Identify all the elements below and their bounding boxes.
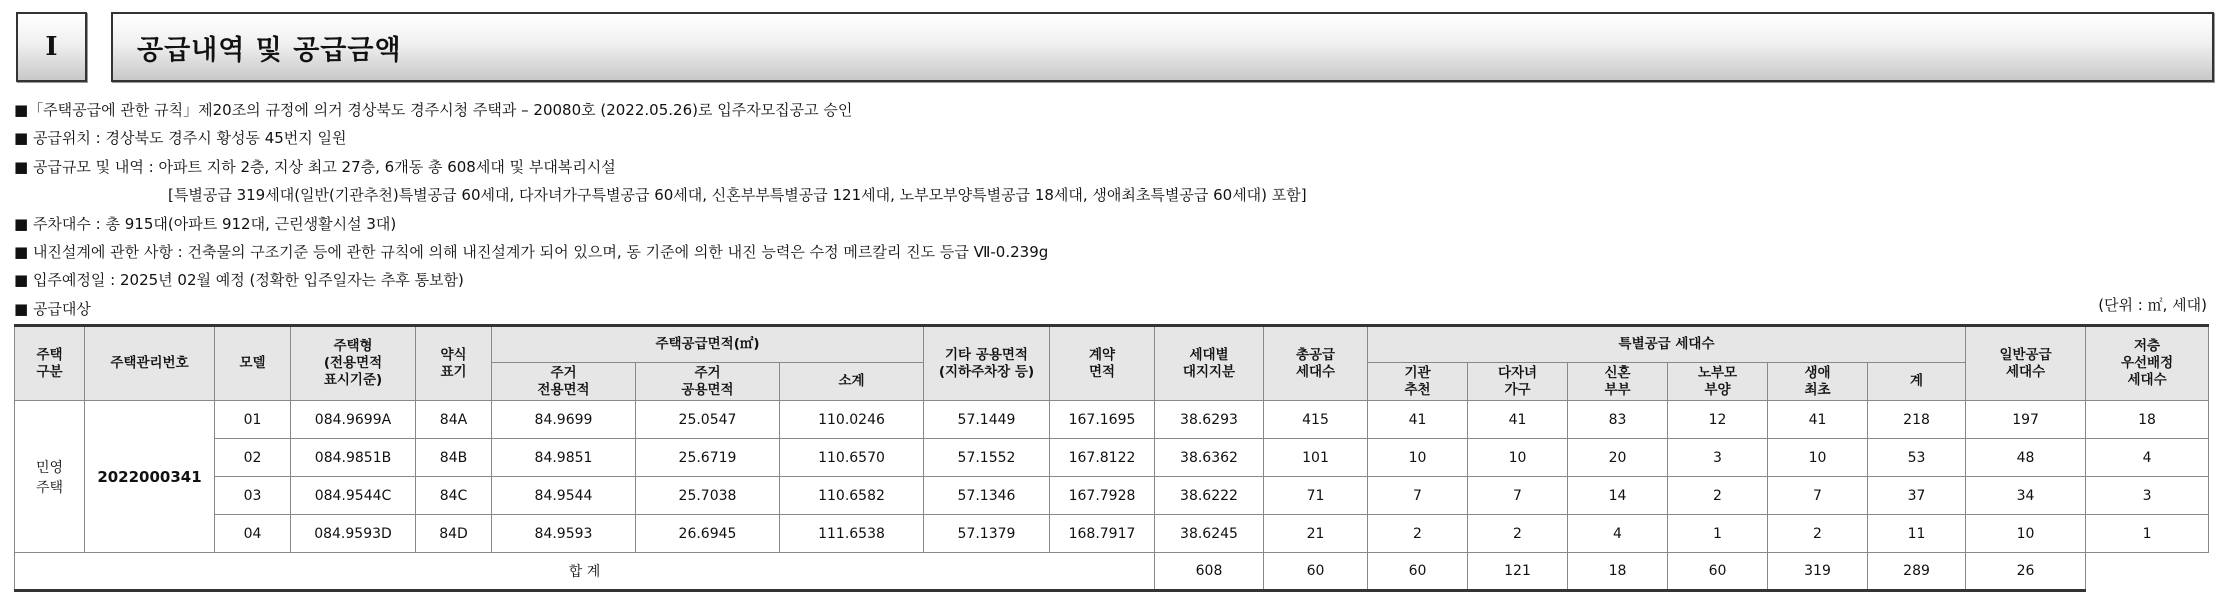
section-number-box [16, 12, 87, 82]
cell-other-common: 57.1449 [924, 401, 1050, 439]
cell-housing-type: 민영 주택 [15, 401, 85, 553]
cell-total-units: 71 [1264, 477, 1368, 515]
cell-land-share: 38.6362 [1155, 439, 1264, 477]
th-subtotal: 소계 [780, 363, 924, 401]
cell-subtotal: 110.6570 [780, 439, 924, 477]
total-label: 합 계 [15, 553, 1155, 591]
cell-elderly-parent: 1 [1668, 515, 1768, 553]
cell-low-floor: 1 [2086, 515, 2209, 553]
th-general-units: 일반공급 세대수 [1966, 326, 2086, 401]
cell-model: 03 [215, 477, 291, 515]
th-common: 주거 공용면적 [636, 363, 780, 401]
cell-low-floor: 3 [2086, 477, 2209, 515]
cell-mgmt-no: 2022000341 [85, 401, 215, 553]
bullet-approval: ■「주택공급에 관한 규칙」제20조의 규정에 의거 경상북도 경주시청 주택과 – 20080호 (2022.05.26)로 입주자모집공고 승인 [14, 101, 853, 119]
cell-institution: 2 [1368, 515, 1468, 553]
th-housing-type: 주택 구분 [15, 326, 85, 401]
table-row [15, 401, 2209, 439]
th-multi-child: 다자녀 가구 [1468, 363, 1568, 401]
th-land-share: 세대별 대지지분 [1155, 326, 1264, 401]
th-contract-area: 계약 면적 [1050, 326, 1155, 401]
cell-special-sum: 53 [1868, 439, 1966, 477]
cell-land-share: 38.6222 [1155, 477, 1264, 515]
cell-short-label: 84C [416, 477, 492, 515]
cell-institution: 41 [1368, 401, 1468, 439]
cell-low-floor: 4 [2086, 439, 2209, 477]
cell-total-units: 101 [1264, 439, 1368, 477]
cell-newlywed: 20 [1568, 439, 1668, 477]
cell-special-sum: 11 [1868, 515, 1966, 553]
cell-general-units: 197 [1966, 401, 2086, 439]
cell-newlywed: 4 [1568, 515, 1668, 553]
th-first-time: 생애 최초 [1768, 363, 1868, 401]
cell-exclusive: 84.9593 [492, 515, 636, 553]
th-elderly-parent: 노부모 부양 [1668, 363, 1768, 401]
bullet-special-supply-detail: [특별공급 319세대(일반(기관추천)특별공급 60세대, 다자녀가구특별공급 60세대, 신혼부부특별공급 121세대, 노부모부양특별공급 18세대, 생애최초특별공급 60세대) 포함] [168, 186, 1307, 205]
cell-institution: 10 [1368, 439, 1468, 477]
cell-common: 25.6719 [636, 439, 780, 477]
th-supply-area: 주택공급면적(㎡) [492, 326, 924, 363]
cell-general-units: 48 [1966, 439, 2086, 477]
cell-exclusive: 84.9851 [492, 439, 636, 477]
cell-short-label: 84D [416, 515, 492, 553]
cell-subtotal: 110.6582 [780, 477, 924, 515]
cell-multi-child: 41 [1468, 401, 1568, 439]
cell-short-label: 84B [416, 439, 492, 477]
cell-elderly-parent: 3 [1668, 439, 1768, 477]
cell-elderly-parent: 2 [1668, 477, 1768, 515]
th-special-units: 특별공급 세대수 [1368, 326, 1966, 363]
cell-unit-type: 084.9593D [291, 515, 416, 553]
th-newlywed: 신혼 부부 [1568, 363, 1668, 401]
cell-other-common: 57.1552 [924, 439, 1050, 477]
cell-contract-area: 167.7928 [1050, 477, 1155, 515]
supply-table [14, 324, 2209, 592]
th-mgmt-no: 주택관리번호 [85, 326, 215, 401]
cell-special-sum: 37 [1868, 477, 1966, 515]
cell-model: 02 [215, 439, 291, 477]
cell-first-time: 41 [1768, 401, 1868, 439]
th-model: 모델 [215, 326, 291, 401]
bullet-supply-target: ■ 공급대상 [14, 299, 91, 318]
cell-first-time: 10 [1768, 439, 1868, 477]
th-total-units: 총공급 세대수 [1264, 326, 1368, 401]
cell-other-common: 57.1379 [924, 515, 1050, 553]
total-elderly-parent: 18 [1568, 553, 1668, 591]
cell-unit-type: 084.9699A [291, 401, 416, 439]
cell-low-floor: 18 [2086, 401, 2209, 439]
cell-common: 25.0547 [636, 401, 780, 439]
cell-contract-area: 168.7917 [1050, 515, 1155, 553]
total-units: 608 [1155, 553, 1264, 591]
cell-total-units: 21 [1264, 515, 1368, 553]
cell-unit-type: 084.9544C [291, 477, 416, 515]
th-low-floor: 저층 우선배정 세대수 [2086, 326, 2209, 401]
cell-unit-type: 084.9851B [291, 439, 416, 477]
cell-institution: 7 [1368, 477, 1468, 515]
cell-common: 25.7038 [636, 477, 780, 515]
th-other-common: 기타 공용면적 (지하주차장 등) [924, 326, 1050, 401]
total-general-units: 289 [1868, 553, 1966, 591]
total-first-time: 60 [1668, 553, 1768, 591]
notice-bullets [14, 96, 2207, 323]
th-unit-type: 주택형 (전용면적 표시기준) [291, 326, 416, 401]
total-low-floor: 26 [1966, 553, 2086, 591]
total-newlywed: 121 [1468, 553, 1568, 591]
total-multi-child: 60 [1368, 553, 1468, 591]
table-row [15, 439, 2209, 477]
cell-exclusive: 84.9699 [492, 401, 636, 439]
bullet-location: ■ 공급위치 : 경상북도 경주시 황성동 45번지 일원 [14, 129, 347, 148]
cell-model: 04 [215, 515, 291, 553]
th-short-label: 약식 표기 [416, 326, 492, 401]
section-title-box [111, 12, 2214, 82]
cell-land-share: 38.6293 [1155, 401, 1264, 439]
th-exclusive: 주거 전용면적 [492, 363, 636, 401]
cell-contract-area: 167.1695 [1050, 401, 1155, 439]
cell-short-label: 84A [416, 401, 492, 439]
cell-model: 01 [215, 401, 291, 439]
total-special-sum: 319 [1768, 553, 1868, 591]
unit-note: (단위 : ㎡, 세대) [2098, 296, 2207, 314]
cell-general-units: 34 [1966, 477, 2086, 515]
cell-special-sum: 218 [1868, 401, 1966, 439]
cell-land-share: 38.6245 [1155, 515, 1264, 553]
cell-first-time: 7 [1768, 477, 1868, 515]
bullet-seismic: ■ 내진설계에 관한 사항 : 건축물의 구조기준 등에 관한 규칙에 의해 내진설계가 되어 있으며, 동 기준에 의한 내진 능력은 수정 메르칼리 진도 등급 Ⅶ-0.239g [14, 242, 1049, 261]
cell-general-units: 10 [1966, 515, 2086, 553]
cell-elderly-parent: 12 [1668, 401, 1768, 439]
cell-multi-child: 2 [1468, 515, 1568, 553]
cell-subtotal: 110.0246 [780, 401, 924, 439]
cell-contract-area: 167.8122 [1050, 439, 1155, 477]
table-row [15, 477, 2209, 515]
th-special-sum: 계 [1868, 363, 1966, 401]
cell-exclusive: 84.9544 [492, 477, 636, 515]
th-institution: 기관 추천 [1368, 363, 1468, 401]
cell-newlywed: 83 [1568, 401, 1668, 439]
bullet-parking: ■ 주차대수 : 총 915대(아파트 912대, 근린생활시설 3대) [14, 214, 397, 233]
cell-multi-child: 7 [1468, 477, 1568, 515]
cell-newlywed: 14 [1568, 477, 1668, 515]
cell-subtotal: 111.6538 [780, 515, 924, 553]
section-number: I [45, 32, 58, 62]
cell-other-common: 57.1346 [924, 477, 1050, 515]
cell-common: 26.6945 [636, 515, 780, 553]
table-row [15, 515, 2209, 553]
total-row [15, 553, 2209, 591]
section-title: 공급내역 및 공급금액 [137, 34, 402, 66]
bullet-move-in: ■ 입주예정일 : 2025년 02월 예정 (정확한 입주일자는 추후 통보함) [14, 271, 464, 290]
cell-multi-child: 10 [1468, 439, 1568, 477]
bullet-scale: ■ 공급규모 및 내역 : 아파트 지하 2층, 지상 최고 27층, 6개동 총 608세대 및 부대복리시설 [14, 157, 616, 176]
total-institution: 60 [1264, 553, 1368, 591]
cell-first-time: 2 [1768, 515, 1868, 553]
cell-total-units: 415 [1264, 401, 1368, 439]
